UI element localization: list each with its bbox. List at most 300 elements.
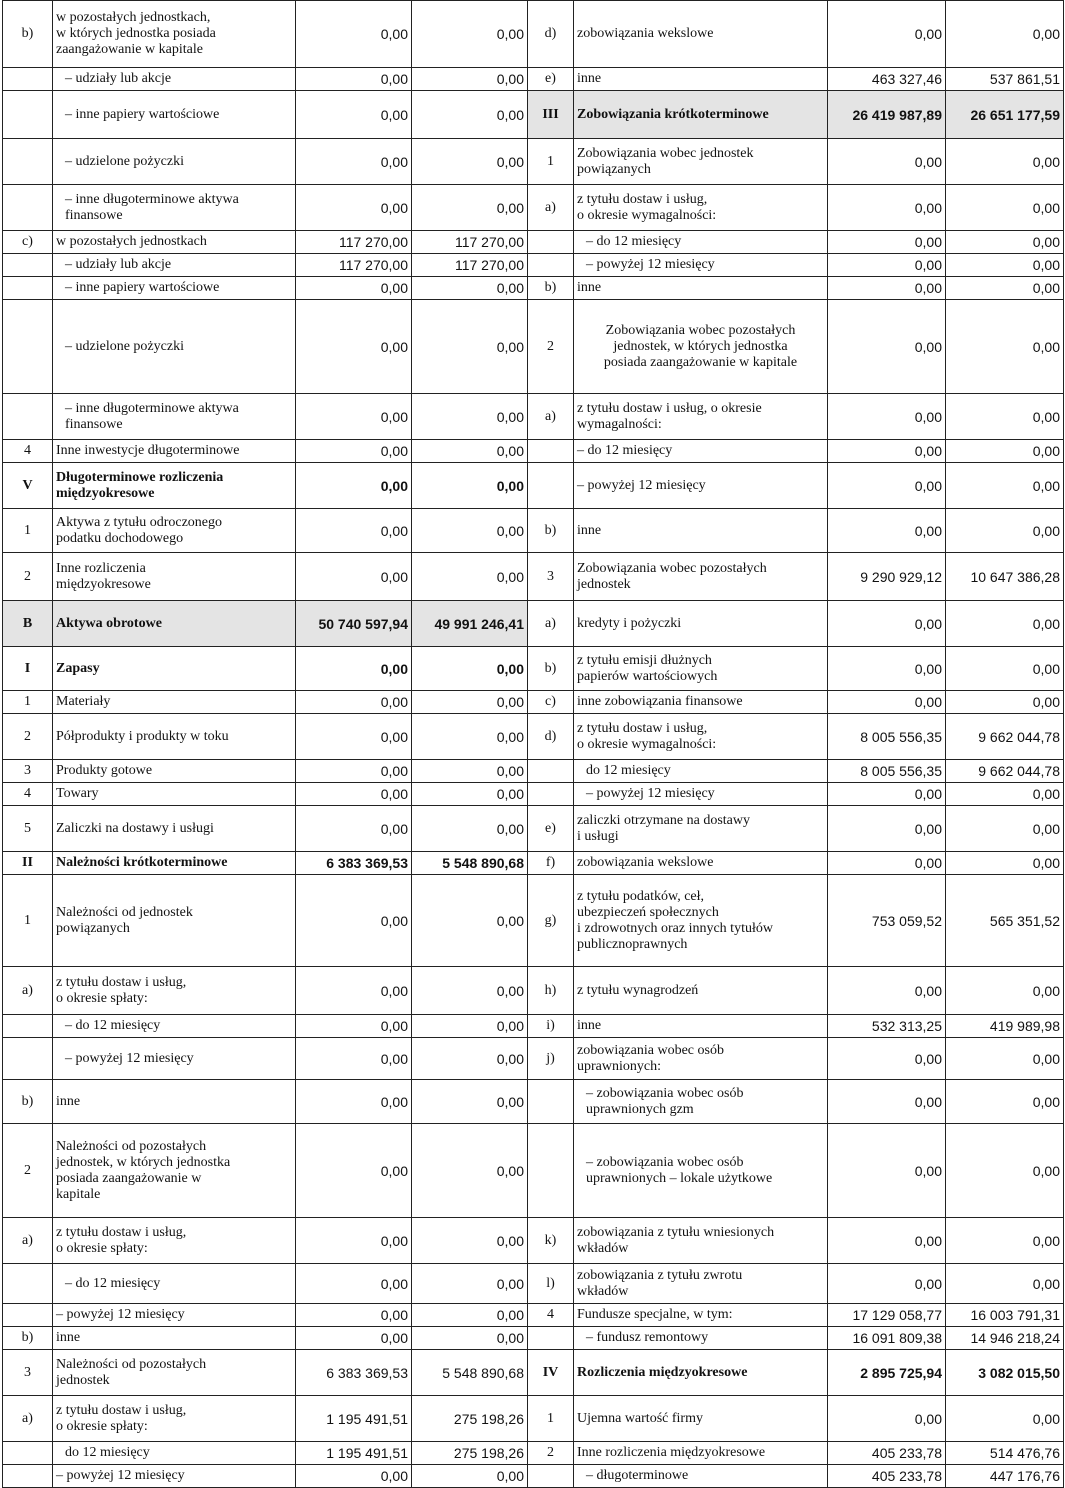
liabilities-row-number: b) — [528, 277, 574, 300]
assets-value-current: 0,00 — [296, 185, 412, 231]
liabilities-value-previous: 14 946 218,24 — [946, 1327, 1064, 1350]
liabilities-row-number: 1 — [528, 139, 574, 185]
liabilities-row-label: zobowiązania wobec osób uprawnionych: — [574, 1038, 828, 1080]
assets-value-previous: 0,00 — [412, 1218, 528, 1264]
assets-value-previous: 0,00 — [412, 1080, 528, 1124]
assets-row-number: a) — [3, 1396, 53, 1442]
table-row — [3, 1304, 1064, 1327]
liabilities-row-label: Ujemna wartość firmy — [574, 1396, 828, 1442]
table-row — [3, 68, 1064, 91]
liabilities-value-previous: 0,00 — [946, 300, 1064, 394]
liabilities-value-previous: 0,00 — [946, 1264, 1064, 1304]
liabilities-value-current: 0,00 — [828, 300, 946, 394]
liabilities-value-previous: 10 647 386,28 — [946, 553, 1064, 601]
liabilities-value-current: 26 419 987,89 — [828, 91, 946, 139]
table-row — [3, 806, 1064, 852]
assets-value-previous: 0,00 — [412, 185, 528, 231]
assets-row-label: z tytułu dostaw i usług, o okresie spłaty: — [53, 967, 296, 1015]
liabilities-value-previous: 0,00 — [946, 139, 1064, 185]
assets-row-label: – powyżej 12 miesięcy — [53, 1304, 296, 1327]
liabilities-value-current: 16 091 809,38 — [828, 1327, 946, 1350]
table-row — [3, 1080, 1064, 1124]
liabilities-row-number: a) — [528, 601, 574, 647]
assets-row-number — [3, 1038, 53, 1080]
liabilities-row-label: inne — [574, 1015, 828, 1038]
assets-row-number: 2 — [3, 714, 53, 760]
liabilities-row-label: do 12 miesięcy — [574, 760, 828, 783]
assets-row-label: – inne długoterminowe aktywa finansowe — [53, 185, 296, 231]
assets-row-number: B — [3, 601, 53, 647]
assets-value-previous: 0,00 — [412, 783, 528, 806]
liabilities-value-previous: 0,00 — [946, 783, 1064, 806]
liabilities-row-label: Zobowiązania wobec pozostałych jednostek — [574, 553, 828, 601]
liabilities-row-number: e) — [528, 806, 574, 852]
liabilities-row-label: Zobowiązania wobec jednostek powiązanych — [574, 139, 828, 185]
table-row — [3, 691, 1064, 714]
assets-value-current: 0,00 — [296, 647, 412, 691]
liabilities-value-current: 8 005 556,35 — [828, 760, 946, 783]
assets-value-current: 0,00 — [296, 68, 412, 91]
table-row — [3, 394, 1064, 440]
liabilities-row-number: h) — [528, 967, 574, 1015]
liabilities-row-number: b) — [528, 647, 574, 691]
liabilities-value-previous: 0,00 — [946, 1396, 1064, 1442]
assets-value-previous: 0,00 — [412, 509, 528, 553]
liabilities-value-current: 0,00 — [828, 139, 946, 185]
assets-value-previous: 275 198,26 — [412, 1442, 528, 1465]
assets-row-number: b) — [3, 1327, 53, 1350]
liabilities-row-label: inne — [574, 68, 828, 91]
liabilities-value-previous: 0,00 — [946, 647, 1064, 691]
assets-row-number — [3, 68, 53, 91]
liabilities-row-number: g) — [528, 875, 574, 967]
assets-value-current: 117 270,00 — [296, 231, 412, 254]
table-row — [3, 1264, 1064, 1304]
liabilities-row-label: Zobowiązania krótkoterminowe — [574, 91, 828, 139]
liabilities-value-previous: 0,00 — [946, 1038, 1064, 1080]
table-row — [3, 1442, 1064, 1465]
assets-value-current: 0,00 — [296, 760, 412, 783]
assets-row-label: Należności krótkoterminowe — [53, 852, 296, 875]
assets-row-number: 4 — [3, 783, 53, 806]
liabilities-value-current: 0,00 — [828, 852, 946, 875]
liabilities-row-label: – powyżej 12 miesięcy — [574, 783, 828, 806]
liabilities-value-previous: 537 861,51 — [946, 68, 1064, 91]
table-row — [3, 139, 1064, 185]
table-row — [3, 463, 1064, 509]
liabilities-row-number — [528, 440, 574, 463]
assets-row-number: 2 — [3, 553, 53, 601]
liabilities-value-current: 9 290 929,12 — [828, 553, 946, 601]
liabilities-row-number: 3 — [528, 553, 574, 601]
liabilities-row-number: 4 — [528, 1304, 574, 1327]
assets-row-label: Inne rozliczenia międzyokresowe — [53, 553, 296, 601]
liabilities-value-current: 405 233,78 — [828, 1442, 946, 1465]
liabilities-value-current: 0,00 — [828, 394, 946, 440]
assets-value-current: 50 740 597,94 — [296, 601, 412, 647]
liabilities-row-label: kredyty i pożyczki — [574, 601, 828, 647]
liabilities-row-label: zaliczki otrzymane na dostawy i usługi — [574, 806, 828, 852]
assets-value-previous: 0,00 — [412, 1038, 528, 1080]
liabilities-row-number — [528, 1124, 574, 1218]
liabilities-row-label: zobowiązania wekslowe — [574, 1, 828, 68]
liabilities-value-current: 532 313,25 — [828, 1015, 946, 1038]
liabilities-value-current: 0,00 — [828, 440, 946, 463]
assets-row-label: – udzielone pożyczki — [53, 300, 296, 394]
liabilities-row-label: Fundusze specjalne, w tym: — [574, 1304, 828, 1327]
assets-row-label: – udziały lub akcje — [53, 68, 296, 91]
liabilities-value-previous: 0,00 — [946, 185, 1064, 231]
table-row — [3, 1, 1064, 68]
liabilities-row-label: – długoterminowe — [574, 1465, 828, 1488]
liabilities-row-label: zobowiązania wekslowe — [574, 852, 828, 875]
assets-value-previous: 0,00 — [412, 394, 528, 440]
liabilities-row-number: b) — [528, 509, 574, 553]
assets-row-label: – inne papiery wartościowe — [53, 277, 296, 300]
liabilities-value-previous: 0,00 — [946, 277, 1064, 300]
liabilities-value-previous: 0,00 — [946, 231, 1064, 254]
liabilities-row-label: – do 12 miesięcy — [574, 440, 828, 463]
assets-row-number: 4 — [3, 440, 53, 463]
liabilities-value-previous: 0,00 — [946, 806, 1064, 852]
assets-value-current: 0,00 — [296, 139, 412, 185]
assets-row-number: c) — [3, 231, 53, 254]
assets-value-previous: 0,00 — [412, 1, 528, 68]
table-row — [3, 875, 1064, 967]
liabilities-value-current: 0,00 — [828, 277, 946, 300]
liabilities-value-current: 753 059,52 — [828, 875, 946, 967]
assets-value-current: 0,00 — [296, 1264, 412, 1304]
assets-value-previous: 0,00 — [412, 1015, 528, 1038]
assets-value-previous: 5 548 890,68 — [412, 1350, 528, 1396]
assets-value-current: 0,00 — [296, 1218, 412, 1264]
liabilities-row-label: inne zobowiązania finansowe — [574, 691, 828, 714]
assets-value-current: 117 270,00 — [296, 254, 412, 277]
assets-row-number — [3, 277, 53, 300]
liabilities-value-current: 0,00 — [828, 463, 946, 509]
table-row — [3, 1465, 1064, 1488]
assets-row-label: – do 12 miesięcy — [53, 1264, 296, 1304]
liabilities-row-label: – zobowiązania wobec osób uprawnionych gzm — [574, 1080, 828, 1124]
liabilities-row-label: z tytułu emisji dłużnych papierów wartościowych — [574, 647, 828, 691]
liabilities-value-current: 0,00 — [828, 1218, 946, 1264]
assets-value-previous: 0,00 — [412, 1304, 528, 1327]
assets-value-previous: 0,00 — [412, 300, 528, 394]
assets-row-number — [3, 254, 53, 277]
liabilities-value-previous: 0,00 — [946, 463, 1064, 509]
assets-row-label: Należności od pozostałych jednostek, w których jednostka posiada zaangażowanie w kapitale — [53, 1124, 296, 1218]
assets-row-number: I — [3, 647, 53, 691]
liabilities-value-previous: 0,00 — [946, 509, 1064, 553]
table-row — [3, 967, 1064, 1015]
liabilities-value-previous: 514 476,76 — [946, 1442, 1064, 1465]
assets-value-previous: 0,00 — [412, 1264, 528, 1304]
liabilities-row-label: z tytułu wynagrodzeń — [574, 967, 828, 1015]
liabilities-value-previous: 0,00 — [946, 1080, 1064, 1124]
assets-row-number: II — [3, 852, 53, 875]
liabilities-value-previous: 0,00 — [946, 1218, 1064, 1264]
liabilities-row-label: – powyżej 12 miesięcy — [574, 254, 828, 277]
liabilities-row-label: – zobowiązania wobec osób uprawnionych – lokale użytkowe — [574, 1124, 828, 1218]
table-row — [3, 440, 1064, 463]
assets-value-current: 0,00 — [296, 967, 412, 1015]
liabilities-value-current: 0,00 — [828, 647, 946, 691]
table-row — [3, 254, 1064, 277]
liabilities-value-previous: 3 082 015,50 — [946, 1350, 1064, 1396]
liabilities-row-label: inne — [574, 509, 828, 553]
assets-row-number — [3, 394, 53, 440]
assets-row-label: – inne długoterminowe aktywa finansowe — [53, 394, 296, 440]
table-row — [3, 647, 1064, 691]
assets-row-label: inne — [53, 1327, 296, 1350]
assets-value-current: 0,00 — [296, 806, 412, 852]
liabilities-row-number — [528, 463, 574, 509]
liabilities-row-number: 2 — [528, 1442, 574, 1465]
assets-value-current: 0,00 — [296, 691, 412, 714]
assets-value-previous: 0,00 — [412, 691, 528, 714]
assets-value-previous: 0,00 — [412, 760, 528, 783]
assets-row-number — [3, 139, 53, 185]
assets-value-current: 0,00 — [296, 1465, 412, 1488]
liabilities-value-previous: 419 989,98 — [946, 1015, 1064, 1038]
table-row — [3, 760, 1064, 783]
assets-value-current: 0,00 — [296, 1038, 412, 1080]
liabilities-value-current: 0,00 — [828, 254, 946, 277]
assets-row-label: Inne inwestycje długoterminowe — [53, 440, 296, 463]
assets-value-previous: 0,00 — [412, 875, 528, 967]
liabilities-row-number: a) — [528, 185, 574, 231]
assets-value-previous: 0,00 — [412, 1327, 528, 1350]
assets-value-current: 0,00 — [296, 1304, 412, 1327]
assets-value-current: 0,00 — [296, 1327, 412, 1350]
table-row — [3, 91, 1064, 139]
assets-value-current: 0,00 — [296, 783, 412, 806]
assets-value-previous: 0,00 — [412, 463, 528, 509]
assets-value-previous: 0,00 — [412, 91, 528, 139]
table-row — [3, 277, 1064, 300]
assets-value-previous: 0,00 — [412, 967, 528, 1015]
liabilities-row-label: – powyżej 12 miesięcy — [574, 463, 828, 509]
liabilities-value-current: 0,00 — [828, 1396, 946, 1442]
assets-value-current: 0,00 — [296, 91, 412, 139]
assets-row-number: V — [3, 463, 53, 509]
balance-sheet-body — [3, 1, 1064, 1488]
table-row — [3, 1218, 1064, 1264]
table-row — [3, 852, 1064, 875]
assets-value-previous: 0,00 — [412, 277, 528, 300]
liabilities-row-number — [528, 1465, 574, 1488]
liabilities-row-number: a) — [528, 394, 574, 440]
assets-value-current: 1 195 491,51 — [296, 1396, 412, 1442]
assets-value-previous: 117 270,00 — [412, 231, 528, 254]
liabilities-value-current: 0,00 — [828, 601, 946, 647]
liabilities-value-current: 0,00 — [828, 1124, 946, 1218]
assets-value-previous: 275 198,26 — [412, 1396, 528, 1442]
liabilities-row-label: Inne rozliczenia międzyokresowe — [574, 1442, 828, 1465]
table-row — [3, 601, 1064, 647]
assets-value-current: 0,00 — [296, 714, 412, 760]
liabilities-row-label: z tytułu dostaw i usług, o okresie wymagalności: — [574, 185, 828, 231]
liabilities-row-number: j) — [528, 1038, 574, 1080]
liabilities-row-label: zobowiązania z tytułu zwrotu wkładów — [574, 1264, 828, 1304]
assets-row-label: – inne papiery wartościowe — [53, 91, 296, 139]
assets-row-label: z tytułu dostaw i usług, o okresie spłaty: — [53, 1218, 296, 1264]
liabilities-value-current: 0,00 — [828, 691, 946, 714]
assets-row-label: do 12 miesięcy — [53, 1442, 296, 1465]
assets-row-label: Półprodukty i produkty w toku — [53, 714, 296, 760]
liabilities-value-current: 2 895 725,94 — [828, 1350, 946, 1396]
assets-row-label: – udzielone pożyczki — [53, 139, 296, 185]
liabilities-row-number: 1 — [528, 1396, 574, 1442]
assets-row-label: w pozostałych jednostkach — [53, 231, 296, 254]
liabilities-row-label: Rozliczenia międzyokresowe — [574, 1350, 828, 1396]
assets-value-current: 0,00 — [296, 440, 412, 463]
liabilities-row-label: inne — [574, 277, 828, 300]
assets-value-current: 0,00 — [296, 1080, 412, 1124]
balance-sheet-table — [2, 0, 1064, 1488]
assets-row-label: – powyżej 12 miesięcy — [53, 1465, 296, 1488]
assets-row-label: Aktywa z tytułu odroczonego podatku dochodowego — [53, 509, 296, 553]
liabilities-row-number — [528, 760, 574, 783]
table-row — [3, 1350, 1064, 1396]
liabilities-row-number — [528, 783, 574, 806]
liabilities-value-current: 8 005 556,35 — [828, 714, 946, 760]
assets-value-current: 0,00 — [296, 1015, 412, 1038]
liabilities-value-current: 405 233,78 — [828, 1465, 946, 1488]
assets-value-previous: 0,00 — [412, 1124, 528, 1218]
assets-value-current: 6 383 369,53 — [296, 852, 412, 875]
liabilities-row-number — [528, 1327, 574, 1350]
table-row — [3, 1038, 1064, 1080]
table-row — [3, 553, 1064, 601]
liabilities-row-label: – fundusz remontowy — [574, 1327, 828, 1350]
assets-row-label: Należności od pozostałych jednostek — [53, 1350, 296, 1396]
assets-row-label: Aktywa obrotowe — [53, 601, 296, 647]
liabilities-row-number: e) — [528, 68, 574, 91]
liabilities-value-previous: 9 662 044,78 — [946, 714, 1064, 760]
assets-value-previous: 117 270,00 — [412, 254, 528, 277]
liabilities-row-label: z tytułu dostaw i usług, o okresie wymagalności: — [574, 714, 828, 760]
liabilities-row-number — [528, 231, 574, 254]
liabilities-row-number: IV — [528, 1350, 574, 1396]
table-row — [3, 509, 1064, 553]
assets-row-number: 1 — [3, 875, 53, 967]
assets-row-number — [3, 91, 53, 139]
table-row — [3, 231, 1064, 254]
liabilities-value-previous: 0,00 — [946, 1124, 1064, 1218]
table-row — [3, 1327, 1064, 1350]
assets-row-number: b) — [3, 1, 53, 68]
liabilities-row-number: III — [528, 91, 574, 139]
liabilities-value-previous: 0,00 — [946, 967, 1064, 1015]
table-row — [3, 714, 1064, 760]
liabilities-value-current: 0,00 — [828, 806, 946, 852]
liabilities-value-current: 0,00 — [828, 1080, 946, 1124]
assets-row-label: Długoterminowe rozliczenia międzyokresowe — [53, 463, 296, 509]
assets-row-label: z tytułu dostaw i usług, o okresie spłaty: — [53, 1396, 296, 1442]
assets-row-number — [3, 1304, 53, 1327]
assets-value-previous: 5 548 890,68 — [412, 852, 528, 875]
assets-row-number: 1 — [3, 509, 53, 553]
liabilities-value-current: 0,00 — [828, 185, 946, 231]
assets-value-current: 0,00 — [296, 1124, 412, 1218]
liabilities-value-current: 17 129 058,77 — [828, 1304, 946, 1327]
assets-row-label: w pozostałych jednostkach, w których jednostka posiada zaangażowanie w kapitale — [53, 1, 296, 68]
liabilities-value-previous: 0,00 — [946, 440, 1064, 463]
assets-value-previous: 0,00 — [412, 139, 528, 185]
liabilities-row-number — [528, 254, 574, 277]
liabilities-row-number — [528, 1080, 574, 1124]
assets-row-number: a) — [3, 967, 53, 1015]
liabilities-value-previous: 0,00 — [946, 601, 1064, 647]
assets-value-current: 6 383 369,53 — [296, 1350, 412, 1396]
liabilities-row-number: d) — [528, 714, 574, 760]
assets-value-previous: 0,00 — [412, 714, 528, 760]
liabilities-value-previous: 0,00 — [946, 254, 1064, 277]
liabilities-value-previous: 9 662 044,78 — [946, 760, 1064, 783]
assets-value-current: 0,00 — [296, 300, 412, 394]
liabilities-row-number: 2 — [528, 300, 574, 394]
assets-value-current: 0,00 — [296, 553, 412, 601]
assets-value-current: 0,00 — [296, 463, 412, 509]
assets-row-number: b) — [3, 1080, 53, 1124]
assets-row-label: Materiały — [53, 691, 296, 714]
assets-value-previous: 0,00 — [412, 1465, 528, 1488]
assets-row-label: Towary — [53, 783, 296, 806]
assets-value-current: 0,00 — [296, 509, 412, 553]
assets-value-previous: 0,00 — [412, 647, 528, 691]
liabilities-row-label: – do 12 miesięcy — [574, 231, 828, 254]
table-row — [3, 783, 1064, 806]
liabilities-value-previous: 0,00 — [946, 1, 1064, 68]
assets-row-label: Zapasy — [53, 647, 296, 691]
assets-row-label: – do 12 miesięcy — [53, 1015, 296, 1038]
assets-row-number: 1 — [3, 691, 53, 714]
assets-row-number — [3, 1465, 53, 1488]
liabilities-row-label: z tytułu podatków, ceł, ubezpieczeń społecznych i zdrowotnych oraz innych tytułów publicznoprawnych — [574, 875, 828, 967]
liabilities-value-current: 0,00 — [828, 1264, 946, 1304]
assets-row-label: – powyżej 12 miesięcy — [53, 1038, 296, 1080]
liabilities-value-previous: 0,00 — [946, 852, 1064, 875]
liabilities-value-current: 463 327,46 — [828, 68, 946, 91]
assets-row-label: Produkty gotowe — [53, 760, 296, 783]
assets-value-current: 0,00 — [296, 394, 412, 440]
liabilities-value-previous: 565 351,52 — [946, 875, 1064, 967]
liabilities-row-number: f) — [528, 852, 574, 875]
assets-value-current: 1 195 491,51 — [296, 1442, 412, 1465]
table-row — [3, 1015, 1064, 1038]
assets-row-label: Zaliczki na dostawy i usługi — [53, 806, 296, 852]
assets-value-previous: 49 991 246,41 — [412, 601, 528, 647]
liabilities-value-previous: 0,00 — [946, 691, 1064, 714]
liabilities-value-current: 0,00 — [828, 783, 946, 806]
liabilities-row-number: l) — [528, 1264, 574, 1304]
assets-row-label: – udziały lub akcje — [53, 254, 296, 277]
assets-row-number — [3, 185, 53, 231]
assets-value-current: 0,00 — [296, 1, 412, 68]
assets-value-current: 0,00 — [296, 277, 412, 300]
table-row — [3, 1396, 1064, 1442]
liabilities-value-current: 0,00 — [828, 231, 946, 254]
liabilities-row-number: c) — [528, 691, 574, 714]
assets-row-number — [3, 300, 53, 394]
liabilities-row-number: d) — [528, 1, 574, 68]
assets-value-previous: 0,00 — [412, 68, 528, 91]
liabilities-value-previous: 26 651 177,59 — [946, 91, 1064, 139]
assets-value-previous: 0,00 — [412, 440, 528, 463]
assets-row-number: a) — [3, 1218, 53, 1264]
table-row — [3, 300, 1064, 394]
